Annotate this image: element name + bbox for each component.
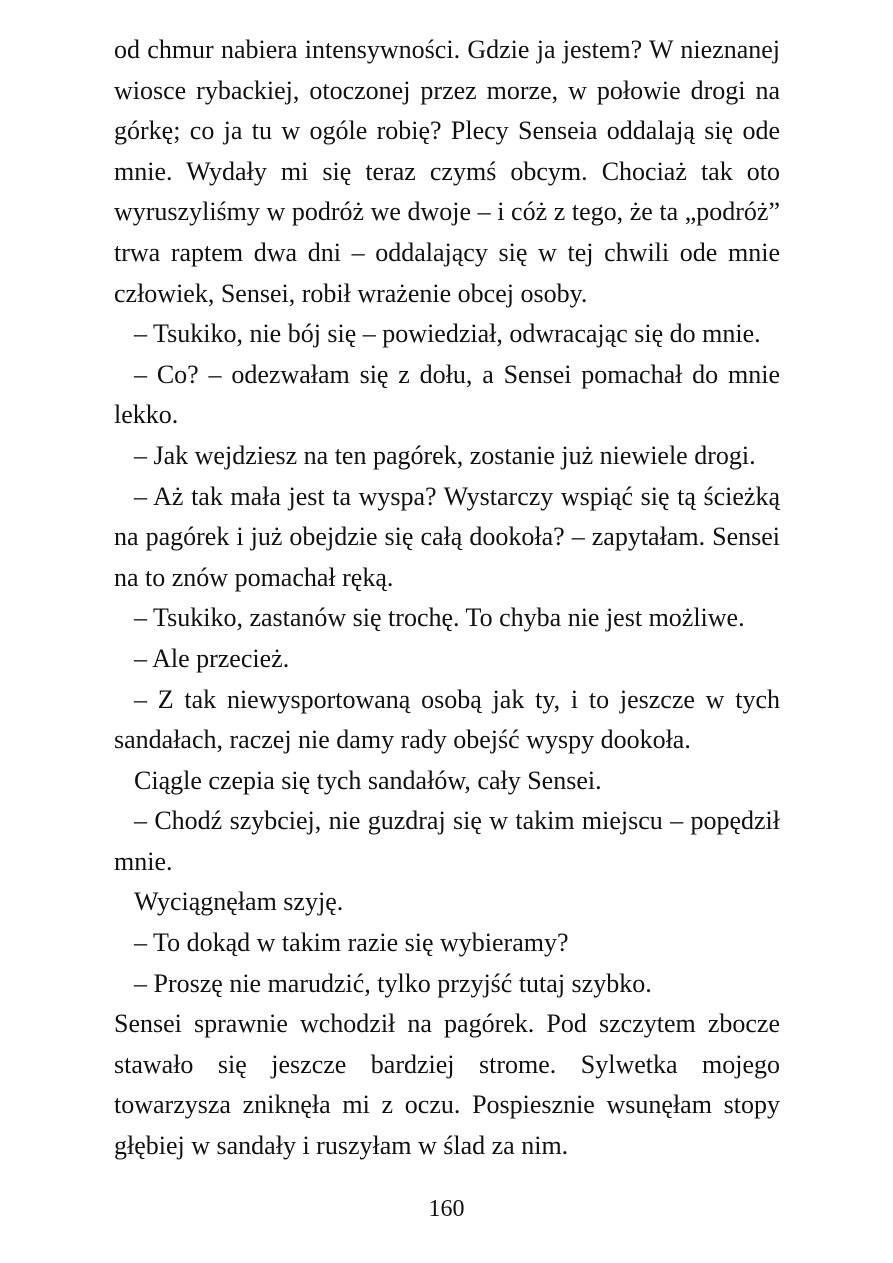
paragraph: – Chodź szybciej, nie guzdraj się w takim miejscu – popędził mnie. <box>114 806 780 876</box>
body-text <box>114 30 780 1167</box>
paragraph: – Tsukiko, zastanów się trochę. To chyba nie jest możliwe. <box>134 603 745 633</box>
paragraph: – Z tak niewysportowaną osobą jak ty, i to jeszcze w tych sandałach, raczej nie damy rady obejść wyspy dookoła. <box>114 684 780 755</box>
paragraph: – Co? – odezwałam się z dołu, a Sensei pomachał do mnie lekko. <box>114 359 780 430</box>
paragraph: od chmur nabiera intensywności. Gdzie ja jestem? W nieznanej wiosce rybackiej, otoczonej przez morze, w połowie drogi na górkę; co ja tu w ogóle robię? Plecy Senseia oddalają się ode mnie. Wydały mi się teraz czymś obcym. Chociaż tak oto wyruszyliśmy w podróż we dwoje – i cóż z tego, że ta „podróż” trwa raptem dwa dni – oddalający się w tej chwili ode mnie człowiek, Sensei, robił wrażenie obcej osoby. <box>114 35 780 308</box>
page-number: 160 <box>428 1196 465 1222</box>
paragraph: – Ale przecież. <box>134 643 290 673</box>
paragraph: Sensei sprawnie wchodził na pagórek. Pod szczytem zbocze stawało się jeszcze bardziej strome. Sylwetka mojego towarzysza zniknęła mi z oczu. Pospiesznie wsunęłam stopy głębiej w sandały i ruszyłam w ślad za nim. <box>114 1009 780 1161</box>
paragraph: – Tsukiko, nie bój się – powiedział, odwracając się do mnie. <box>134 319 761 349</box>
paragraph: – Aż tak mała jest ta wyspa? Wystarczy wspiąć się tą ścieżką na pagórek i już obejdzie się całą dookoła? – zapytałam. Sensei na to znów pomachał ręką. <box>114 481 780 592</box>
paragraph: – To dokąd w takim razie się wybieramy? <box>134 928 569 958</box>
paragraph: Ciągle czepia się tych sandałów, cały Sensei. <box>134 765 602 795</box>
paragraph: Wyciągnęłam szyję. <box>134 887 344 917</box>
paragraph: – Proszę nie marudzić, tylko przyjść tutaj szybko. <box>134 968 652 998</box>
paragraph: – Jak wejdziesz na ten pagórek, zostanie już niewiele drogi. <box>134 440 756 470</box>
